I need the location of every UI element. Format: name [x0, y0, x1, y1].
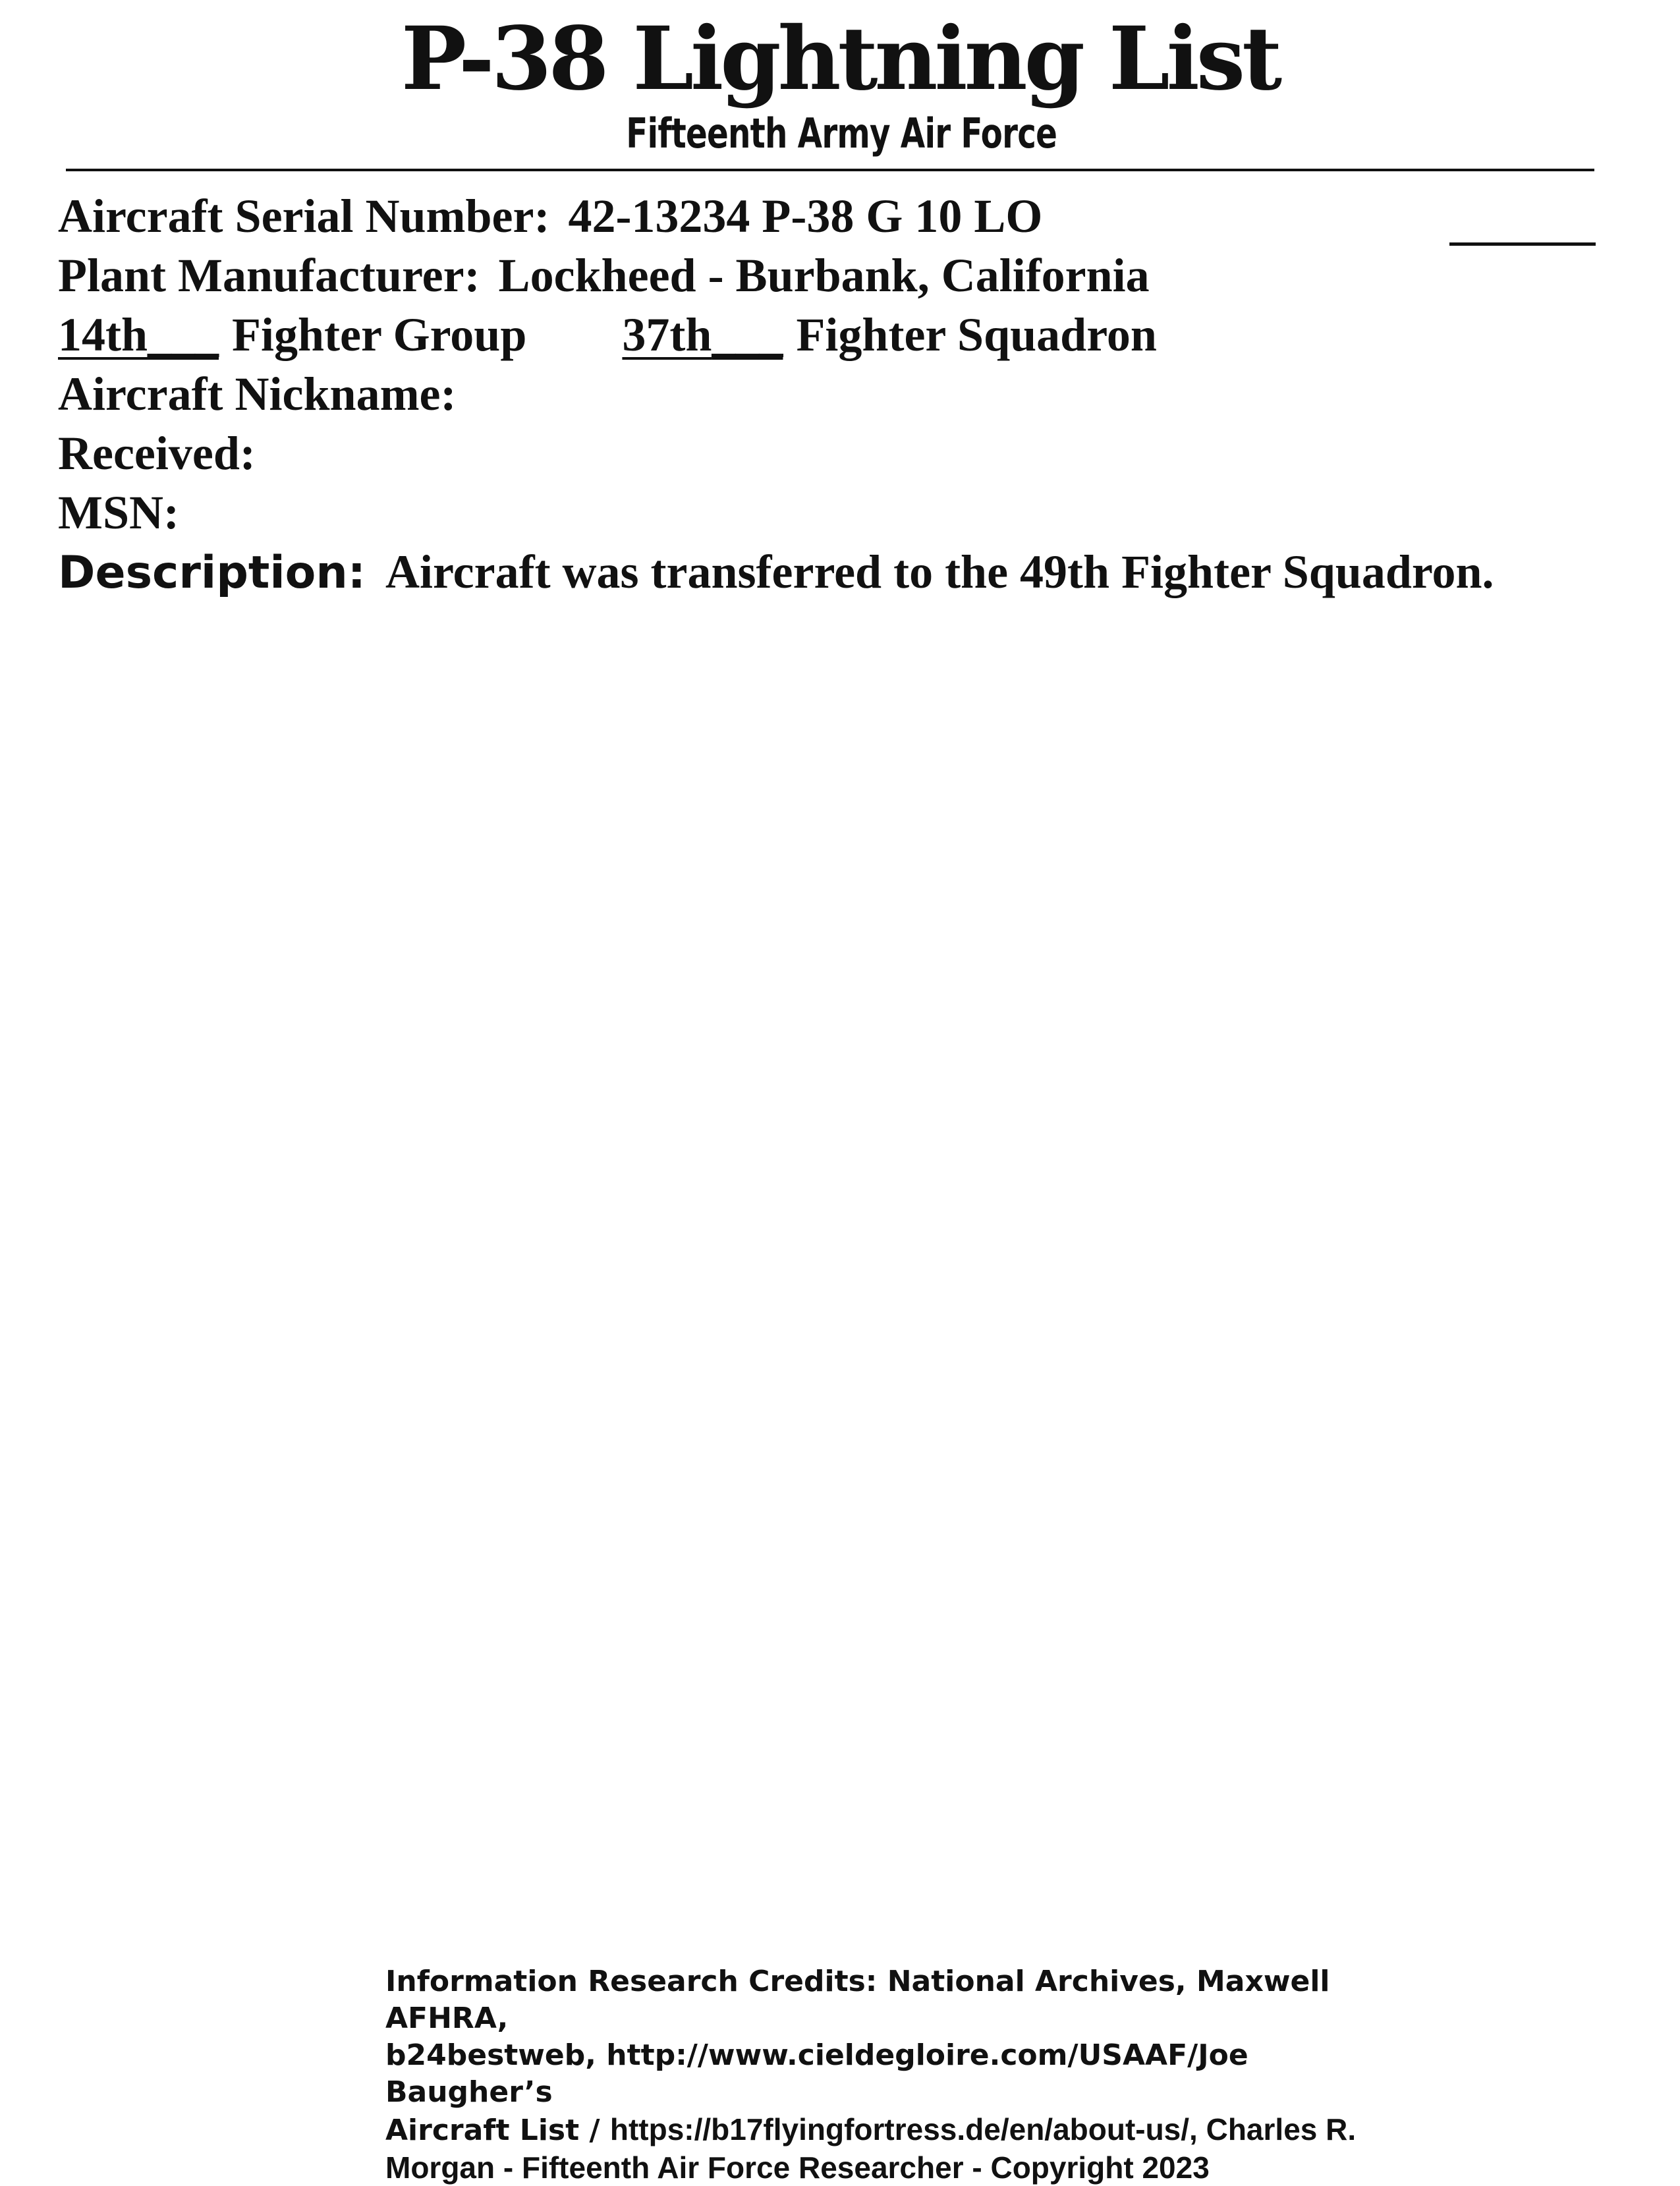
plant-label: Plant Manufacturer:: [58, 249, 480, 302]
group-label: Fighter Group: [232, 308, 527, 361]
serial-blank-line: [1449, 242, 1596, 246]
description-row: [58, 546, 1494, 600]
plant-value: Lockheed - Burbank, California: [498, 249, 1150, 302]
serial-value: 42-13234 P-38 G 10 LO: [568, 190, 1043, 242]
received-label: Received:: [58, 427, 256, 480]
serial-row: [58, 190, 1042, 242]
page-subtitle: Fifteenth Army Air Force: [626, 109, 1057, 157]
credits-line-3: Aircraft List / https://b17flyingfortress.de/en/about-us/, Charles R.: [385, 2112, 1357, 2147]
squadron-label: Fighter Squadron: [796, 308, 1157, 361]
credits-line-4: Morgan - Fifteenth Air Force Researcher - Copyright 2023: [385, 2150, 1210, 2185]
credits-line-2: b24bestweb, http://www.cieldegloire.com/USAAF/Joe Baugher’s: [385, 2038, 1248, 2109]
description-label: Description:: [58, 547, 366, 599]
nickname-label: Aircraft Nickname:: [58, 368, 457, 420]
header-divider: [66, 169, 1594, 171]
plant-row: [58, 249, 1150, 302]
squadron-number: 37th___: [622, 308, 783, 361]
page-title: P-38 Lightning List: [401, 8, 1279, 110]
credits-line-1: Information Research Credits: National Archives, Maxwell AFHRA,: [385, 1965, 1330, 2035]
group-number: 14th___: [58, 308, 219, 361]
serial-label: Aircraft Serial Number:: [58, 190, 550, 242]
research-credits: [385, 1963, 1374, 2186]
unit-row: [58, 308, 1157, 361]
msn-label: MSN:: [58, 486, 179, 539]
description-value: Aircraft was transferred to the 49th Fighter Squadron.: [385, 546, 1494, 598]
